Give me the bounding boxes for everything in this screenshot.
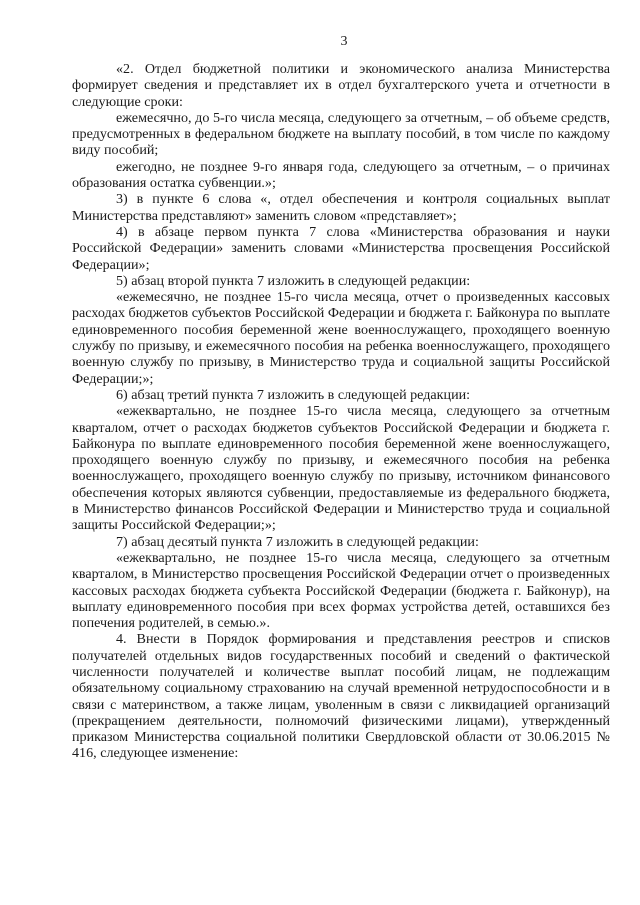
paragraph-item-3: 3) в пункте 6 слова «, отдел обеспечения и контроля социальных выплат Министерства представляют» заменить словом «представляет»; [72,191,610,224]
paragraph-item-7: 7) абзац десятый пункта 7 изложить в следующей редакции: [116,533,479,550]
paragraph-item-5-text: «ежемесячно, не позднее 15-го числа месяца, отчет о произведенных кассовых расходах бюджетов субъектов Российской Федерации и бюджета г. Байконура по выплате единовременного пособия беременной жене военнослужащего, проходящего военную службу по призыву, и ежемесячного пособия на ребенка военнослужащего, проходящего военную службу по призыву, в Министерство труда и социальной защиты Российской Федерации;»; [72,289,610,387]
paragraph-item-7-text: «ежеквартально, не позднее 15-го числа месяца, следующего за отчетным кварталом, в Министерство просвещения Российской Федерации отчет о произведенных кассовых расходах бюджета субъекта Российской Федерации (бюджета г. Байконур), на выплату единовременного пособия при всех формах устройства детей, оставшихся без попечения родителей, в семью.». [72,549,610,632]
paragraph-section-4: 4. Внести в Порядок формирования и представления реестров и списков получателей отдельных видов государственных пособий и сведений о фактической численности получателей и количестве выплат пособий лицам, не подлежащим обязательному социальному страхованию на случай временной нетрудоспособности и в связи с материнством, а также лицам, уволенным в связи с ликвидацией организаций (прекращением деятельности, полномочий физическими лицами), утвержденный приказом Министерства социальной политики Свердловской области от 30.06.2015 № 416, следующее изменение: [72,631,610,762]
paragraph-item-4: 4) в абзаце первом пункта 7 слова «Министерства образования и науки Российской Федерации» заменить словами «Министерства просвещения Российской Федерации»; [72,223,610,273]
page-number: 3 [340,34,348,49]
paragraph-item-5: 5) абзац второй пункта 7 изложить в следующей редакции: [116,272,471,289]
document-body [72,61,610,762]
paragraph-yearly-9th: ежегодно, не позднее 9-го января года, следующего за отчетным, – о причинах образования остатка субвенции.»; [72,158,610,192]
paragraph-item-6-text: «ежеквартально, не позднее 15-го числа месяца, следующего за отчетным кварталом, отчет о расходах бюджетов субъектов Российской Федерации и бюджета г. Байконура по выплате единовременного пособия беременной жене военнослужащего, проходящего военную службу по призыву, и ежемесячного пособия на ребенка военнослужащего, проходящего военную службу по призыву, источником финансового обеспечения которых являются субвенции, предоставляемые из федерального бюджета, в Министерство финансов Российской Федерации и Министерство труда и социальной защиты Российской Федерации;»; [72,403,610,534]
paragraph-monthly-5th: ежемесячно, до 5-го числа месяца, следующего за отчетным, – об объеме средств, предусмотренных в федеральном бюджете на выплату пособий, в том числе по каждому виду пособий; [72,109,610,159]
paragraph-item-6: 6) абзац третий пункта 7 изложить в следующей редакции: [116,386,471,403]
paragraph-2-departments: «2. Отдел бюджетной политики и экономического анализа Министерства формирует сведения и представляет их в отдел бухгалтерского учета и отчетности в следующие сроки: [72,61,610,110]
